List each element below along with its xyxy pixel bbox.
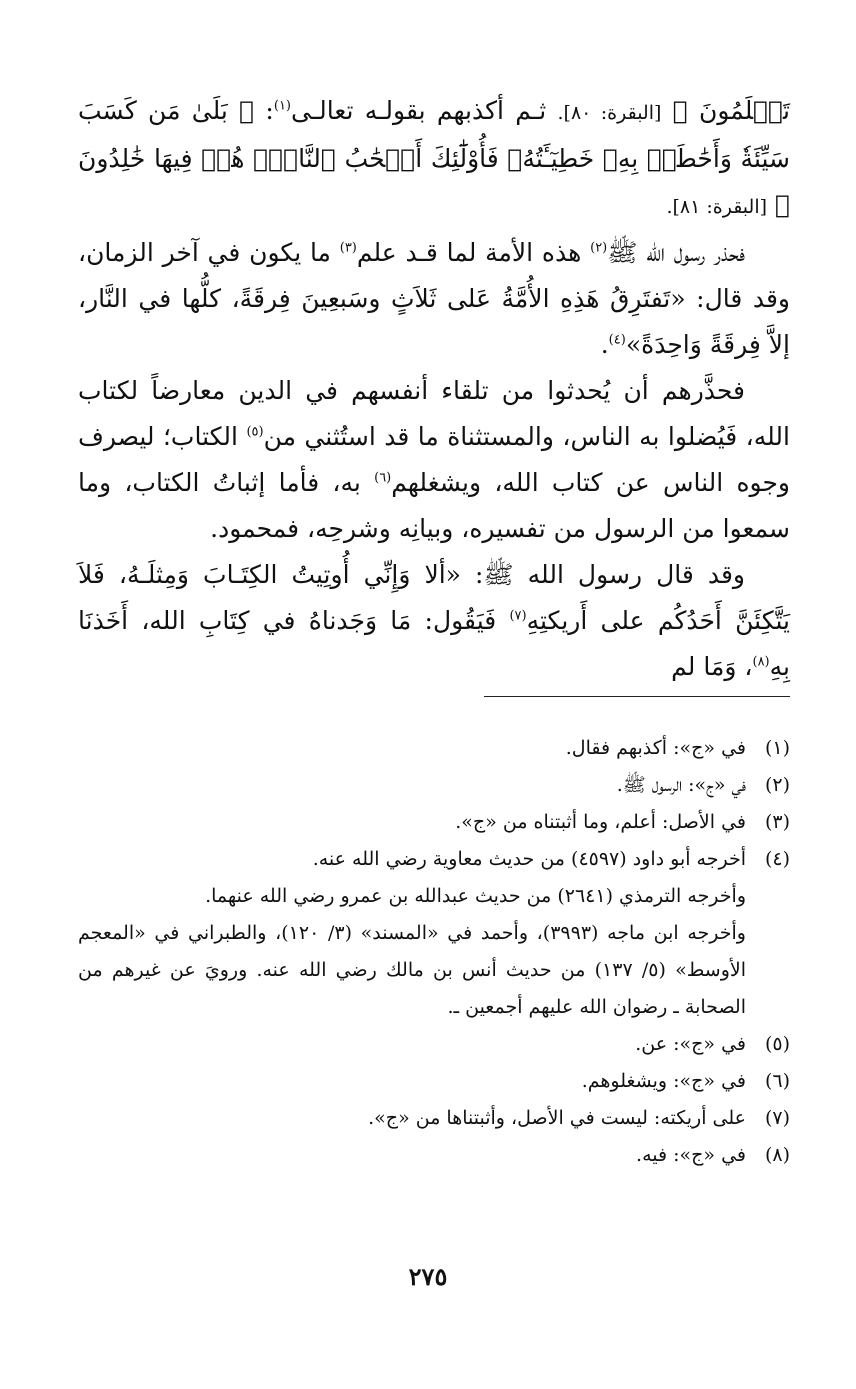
footnote-marker[interactable]: (٨) — [752, 654, 770, 670]
verse-reference: [البقرة: ٨٠]. — [557, 102, 662, 124]
paragraph-text: به، فأما إثباتُ الكتاب، وما سمعوا من الرسول من تفسيره، وبيانِه وشرحِه، فمحمود. — [78, 468, 790, 543]
paragraph-text: فَيَقُول: مَا وَجَدناهُ في كِتَابِ الله، أَخَذنَا بِهِ — [78, 606, 790, 681]
footnote-6 — [78, 1063, 790, 1100]
footnote-4-continuation — [78, 915, 790, 1026]
footnote-marker[interactable]: (٢) — [590, 240, 608, 256]
footnote-marker[interactable]: (٥) — [246, 424, 264, 440]
footnote-text: في «ج»: فيه. — [636, 1144, 746, 1166]
paragraph-3 — [78, 368, 790, 552]
footnote-2 — [78, 767, 790, 804]
paragraph-text: ما يكون في آخر الزمان، وقد قال: «تَفتَرِقُ هَذِهِ الأُمَّةُ عَلى ثَلاَثٍ وسَبعِينَ فِرقَةً، كلُّها في النَّار، إلاَّ فِرقَةً وَاحِدَةً» — [78, 238, 790, 359]
footnote-text: في الأصل: أعلم، وما أثبتناه من «ج». — [455, 811, 746, 833]
main-text — [78, 88, 790, 690]
verse-reference: [البقرة: ٨١]. — [666, 196, 768, 218]
footnote-5 — [78, 1026, 790, 1063]
footnote-number: (٢) — [764, 774, 790, 796]
paragraph-1: تَعۡلَمُونَ ﴾ [البقرة: ٨٠]. ثـم أكذبهم بقولـه تعالـى$^{(١)}$: ﴿ بَلَىٰ مَن كَسَبَ سَيِّئَةٗ وَأَحَٰطَتۡ بِهِۦ خَطِيٓـَٔتُهُۥ فَأُوْلَٰٓئِكَ أَصۡحَٰبُ ٱلنَّارِۖ هُمۡ فِيهَا خَٰلِدُونَ ﴾ [البقرة: ٨١]. — [78, 96, 790, 219]
footnote-marker[interactable]: (٣) — [339, 240, 357, 256]
footnote-text: على أريكته: ليست في الأصل، وأثبتناها من «ج». — [368, 1107, 746, 1129]
footnote-text: في «ج»: عن. — [635, 1033, 746, 1055]
footnote-text: في «ج»: الرسول ﷺ. — [616, 774, 746, 796]
footnote-8 — [78, 1137, 790, 1174]
paragraph-text: فحذر رسول الله ﷺ — [607, 238, 745, 267]
footnote-text: في «ج»: أكذبهم فقال. — [565, 737, 746, 759]
paragraph-text: الكتاب؛ ليصرف وجوه الناس عن كتاب الله، ويشغلهم — [78, 422, 790, 497]
footnote-number: (١) — [764, 737, 790, 759]
footnote-number: (٣) — [764, 811, 790, 833]
footnote-marker[interactable]: (١) — [273, 98, 291, 114]
footnote-text: وأخرجه الترمذي (٢٦٤١) من حديث عبدالله بن عمرو رضي الله عنهما. — [205, 885, 746, 907]
footnote-4-continuation — [78, 878, 790, 915]
footnotes — [78, 730, 790, 1174]
footnote-number: (٨) — [764, 1144, 790, 1166]
footnote-7 — [78, 1100, 790, 1137]
paragraph-text: فحذَّرهم أن يُحدثوا من تلقاء أنفسهم في الدين معارضاً لكتاب الله، فَيُضلوا به الناس، والمستثناة ما قد استُثني من — [78, 376, 790, 451]
page-number: ٢٧٥ — [408, 1262, 448, 1291]
footnote-number: (٤) — [764, 848, 790, 870]
quran-verse-end: تَعۡلَمُونَ ﴾ — [672, 96, 790, 125]
footnote-number: (٦) — [764, 1070, 790, 1092]
quran-verse: ﴿ بَلَىٰ مَن كَسَبَ سَيِّئَةٗ وَأَحَٰطَتۡ بِهِۦ خَطِيٓـَٔتُهُۥ فَأُوْلَٰٓئِكَ أَصۡحَٰبُ ٱلنَّارِۖ هُمۡ فِيهَا خَٰلِدُونَ ﴾ — [78, 96, 790, 219]
footnote-separator — [484, 696, 790, 697]
footnote-4 — [78, 841, 790, 878]
paragraph-4 — [78, 552, 790, 690]
footnote-marker[interactable]: (٦) — [374, 470, 392, 486]
footnote-text: في «ج»: ويشغلوهم. — [581, 1070, 746, 1092]
footnote-number: (٥) — [764, 1033, 790, 1055]
paragraph-text: هذه الأمة لما قـد علم — [356, 238, 591, 267]
paragraph-text: ، وَمَا لم — [671, 652, 753, 681]
footnote-text: وأخرجه ابن ماجه (٣٩٩٣)، وأحمد في «المسند» (٣/ ١٢٠)، والطبراني في «المعجم الأوسط» (٥/ ١٣٧) من حديث أنس بن مالك رضي الله عنه. ورويَ عن غيرهم من الصحابة ـ رضوان الله عليهم أجمعين ـ. — [78, 922, 746, 1018]
footnote-1 — [78, 730, 790, 767]
footnote-number: (٧) — [764, 1107, 790, 1129]
paragraph-text: ثـم أكذبهم بقولـه تعالـى — [291, 96, 547, 125]
footnote-marker[interactable]: (٧) — [509, 608, 527, 624]
paragraph-2: فحذر رسول الله ﷺ$^{(٢)}$ هذه الأمة لما قـد علم$^{(٣)}$ ما يكون في آخر الزمان، وقد قال: «تَفتَرِقُ هَذِهِ الأُمَّةُ عَلى ثَلاَثٍ وسَبعِينَ فِرقَةً، كلُّها في النَّار، إلاَّ فِرقَةً وَاحِدَةً»$^{(٤)}$. — [78, 238, 790, 359]
footnote-3 — [78, 804, 790, 841]
footnote-marker[interactable]: (٤) — [608, 332, 626, 348]
paragraph-text: وقد قال رسول الله ﷺ: «ألا وَإِنِّي أُوتِيتُ الكِتَـابَ وَمِثلَـهُ، فَلاَ يَتَّكِئَنَّ أَحَدُكُم على أَريكتِهِ — [78, 560, 790, 635]
footnote-text: أخرجه أبو داود (٤٥٩٧) من حديث معاوية رضي الله عنه. — [312, 848, 746, 870]
